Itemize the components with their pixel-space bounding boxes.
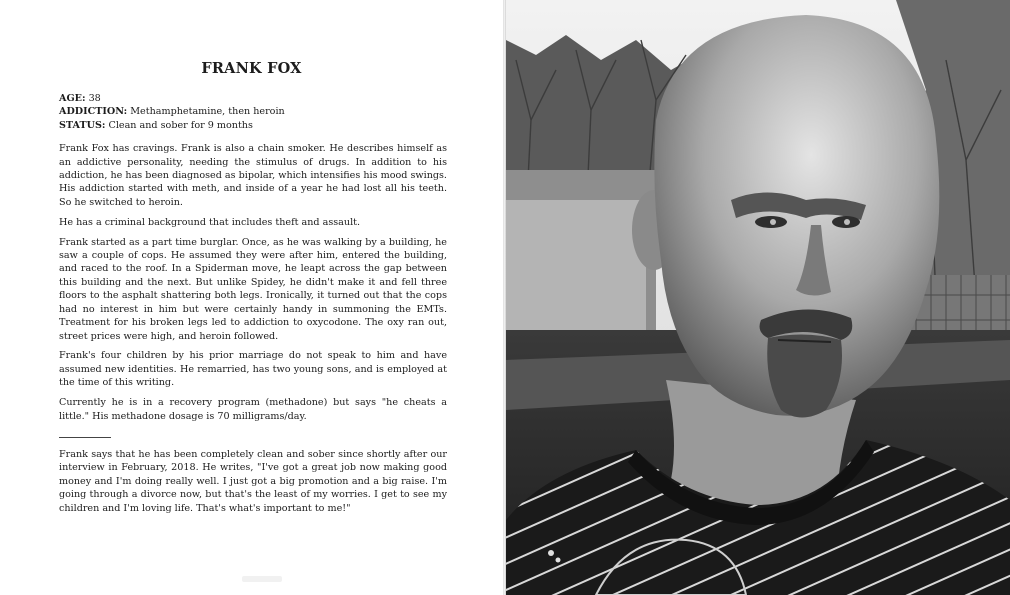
profile-text	[59, 92, 447, 521]
body-paragraph: Frank's four children by his prior marriage do not speak to him and have assumed new identities. He remarried, has two young sons, and is employed at the time of this writing.	[59, 350, 447, 389]
fact-label: ADDICTION:	[59, 106, 128, 118]
fact-status	[59, 119, 447, 132]
page-footer-mark	[242, 576, 282, 582]
fact-addiction	[59, 105, 447, 118]
portrait-photo-illustration	[506, 0, 1010, 595]
section-divider	[59, 437, 111, 438]
body-paragraph: He has a criminal background that includes theft and assault.	[59, 216, 361, 228]
fact-value: Methamphetamine, then heroin	[130, 106, 285, 118]
profile-facts	[59, 92, 447, 132]
update-paragraph: Frank says that he has been completely clean and sober since shortly after our interview in February, 2018. He writes, "I've got a great job now making good money and I'm doing really well. I just got a big promotion and a big raise. I'm going through a divorce now, but that's the least of my worries. I get to see my children and I'm loving life. That's what's important to me!"	[59, 448, 447, 514]
fact-label: STATUS:	[59, 119, 106, 131]
body-paragraph: Frank started as a part time burglar. Once, as he was walking by a building, he saw a couple of cops. He assumed they were after him, entered the building, and raced to the roof. In a Spiderman move, he leapt across the gap between this building and the next. But unlike Spidey, he didn't make it and fell three floors to the asphalt shattering both legs. Ironically, it turned out that the cops had no interest in him but were certainly handy in summoning the EMTs. Treatment for his broken legs led to addiction to oxycodone. The oxy ran out, street prices were high, and heroin followed.	[59, 236, 447, 342]
body-paragraph: Frank Fox has cravings. Frank is also a chain smoker. He describes himself as an addictive personality, needing the stimulus of drugs. In addition to his addiction, he has been diagnosed as bipolar, which intensifies his mood swings. His addiction started with meth, and inside of a year he had lost all his teeth. So he switched to heroin.	[59, 143, 447, 208]
fact-value: 38	[88, 93, 101, 104]
profile-name: FRANK FOX	[201, 60, 302, 77]
left-page	[0, 0, 503, 595]
body-paragraph: Currently he is in a recovery program (methadone) but says "he cheats a little." His methadone dosage is 70 milligrams/day.	[59, 397, 447, 422]
fact-age	[59, 92, 447, 105]
portrait-photo	[506, 0, 1010, 595]
fact-value: Clean and sober for 9 months	[108, 119, 253, 131]
fact-label: AGE:	[59, 93, 86, 104]
